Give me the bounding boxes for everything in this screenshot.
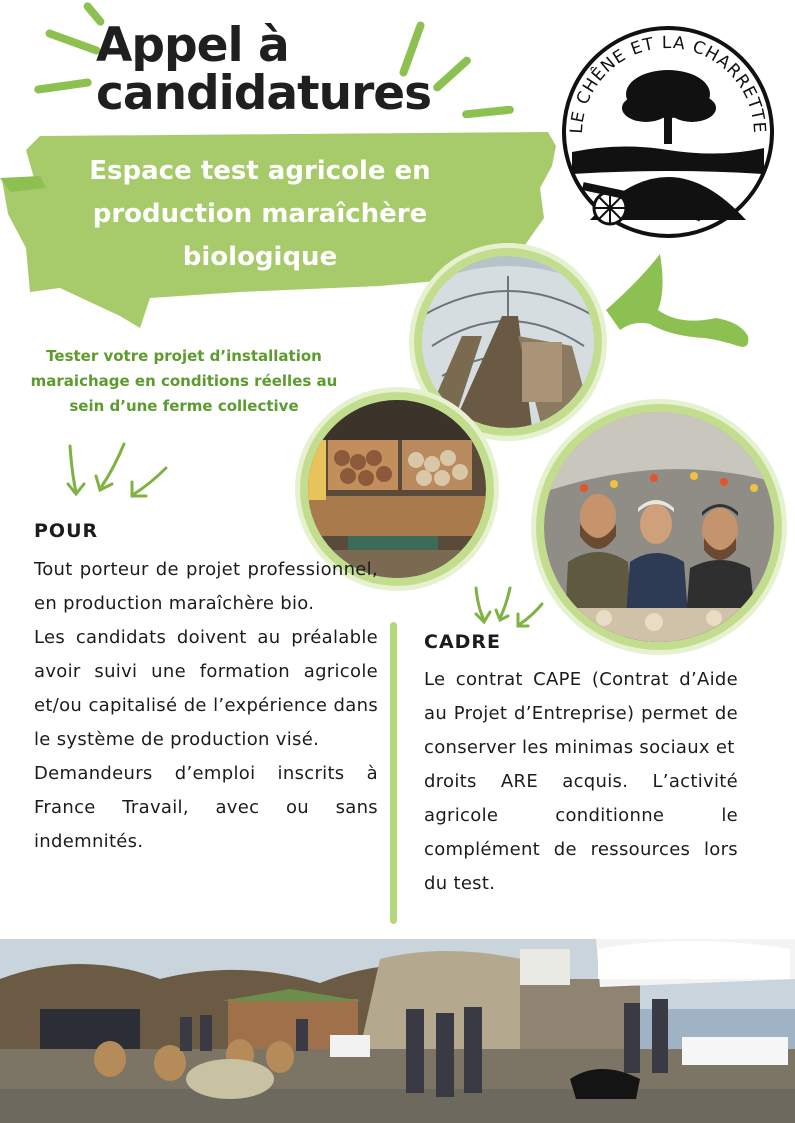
pour-paragraph-3: Demandeurs d’emploi inscrits à France Travail, avec ou sans indemnités. [34,763,378,852]
logo-text: LE CHÊNE ET LA CHARRETTE [566,32,770,135]
photo-farm-market [0,939,795,1123]
arrows-decor [470,584,550,630]
decor-swirl [600,250,760,360]
tagline [14,344,354,419]
logo [560,24,776,240]
decor-stroke [44,28,101,55]
decor-stroke [462,105,515,118]
decor-stroke [34,78,93,94]
photo-farmers-group [536,404,782,650]
title-line-1: Appel à [96,18,289,73]
banner-line-2: production maraîchère [92,199,428,229]
banner-line-3: biologique [182,242,338,272]
title-line-2: candidatures [96,66,432,121]
cadre-paragraph-1: Le contrat CAPE (Contrat d’Aide au Projet d’Entreprise) permet de conserver les minimas sociaux et [424,669,738,758]
tagline-line-3: sein d’une ferme collective [69,397,299,415]
section-cadre-body [424,663,738,901]
banner-title [60,150,460,279]
column-divider [390,622,397,924]
section-pour-body [34,553,378,859]
tagline-line-2: maraichage en conditions réelles au [30,372,338,390]
pour-paragraph-2: Les candidats doivent au préalable avoir suivi une formation agricole et/ou capitalisé de l’expérience dans le système de production visé. [34,627,378,750]
arrows-decor [62,440,172,502]
pour-paragraph-1: Tout porteur de projet professionnel, en production maraîchère bio. [34,559,378,614]
banner-line-1: Espace test agricole en [89,156,431,186]
tagline-line-1: Tester votre projet d’installation [46,347,322,365]
page-title [96,18,456,121]
cadre-paragraph-2: droits ARE acquis. L’activité agricole conditionne le complément de ressources lors du test. [424,771,738,894]
section-cadre-title: CADRE [424,631,502,653]
section-pour-title: POUR [34,520,99,542]
